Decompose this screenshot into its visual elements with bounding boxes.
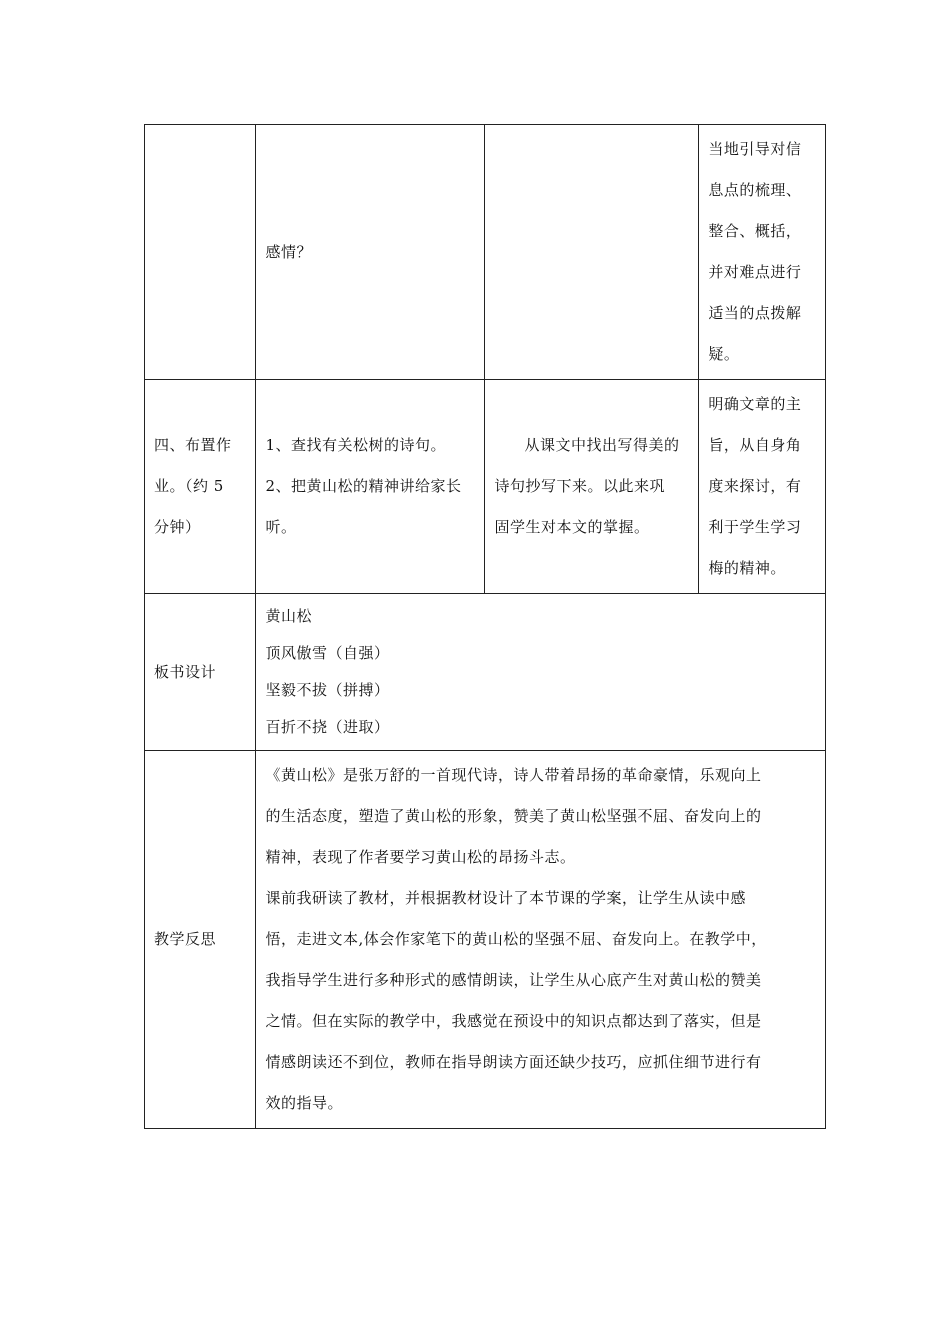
intent-line: 旨，从自身角	[708, 436, 802, 454]
task-line: 1、查找有关松树的诗句。	[265, 436, 447, 454]
teacher-activity-text: 感情？	[265, 242, 312, 261]
board-design-content-cell	[256, 594, 826, 751]
stage-line: 业。（约 5	[154, 477, 224, 495]
board-line: 百折不挠（进取）	[265, 718, 390, 736]
teacher-activity-cell	[256, 380, 485, 594]
reflection-line: 之情。但在实际的教学中，我感觉在预设中的知识点都达到了落实，但是	[265, 1012, 762, 1030]
stage-line: 分钟）	[154, 518, 201, 536]
intent-line: 整合、概括，	[708, 222, 802, 240]
stage-line: 四、布置作	[154, 436, 232, 454]
student-activity-cell	[485, 380, 699, 594]
reflection-row	[145, 751, 826, 1129]
reflection-line: 我指导学生进行多种形式的感情朗读，让学生从心底产生对黄山松的赞美	[265, 971, 762, 989]
task-line: 2、把黄山松的精神讲给家长	[265, 477, 462, 495]
board-line: 顶风傲雪（自强）	[265, 644, 390, 662]
board-design-label-cell	[145, 594, 256, 751]
intent-line: 并对难点进行	[708, 263, 802, 281]
teacher-activity-cell	[256, 125, 485, 380]
continuation-row	[145, 125, 826, 380]
board-design-label: 板书设计	[154, 662, 217, 681]
reflection-label: 教学反思	[154, 930, 217, 948]
student-line: 诗句抄写下来。以此来巩	[494, 477, 665, 495]
stage-cell	[145, 380, 256, 594]
intent-line: 利于学生学习	[708, 518, 802, 536]
reflection-content-cell	[256, 751, 826, 1129]
board-line: 黄山松	[265, 607, 312, 625]
student-line: 固学生对本文的掌握。	[494, 518, 650, 536]
intent-line: 度来探讨，有	[708, 477, 802, 495]
intent-line: 明确文章的主	[708, 395, 802, 413]
board-line: 坚毅不拔（拼搏）	[265, 681, 390, 699]
homework-row	[145, 380, 826, 594]
intent-line: 当地引导对信	[708, 140, 802, 158]
design-intent-cell	[699, 125, 826, 380]
intent-line: 梅的精神。	[708, 559, 786, 577]
board-design-row	[145, 594, 826, 751]
reflection-line: 课前我研读了教材，并根据教材设计了本节课的学案，让学生从读中感	[265, 889, 746, 907]
reflection-line: 《黄山松》是张万舒的一首现代诗，诗人带着昂扬的革命豪情，乐观向上	[265, 766, 762, 784]
student-activity-cell-empty	[485, 125, 699, 380]
student-line: 从课文中找出写得美的	[524, 436, 680, 454]
lesson-plan-table	[144, 124, 826, 1129]
reflection-line: 效的指导。	[265, 1094, 343, 1112]
reflection-line: 情感朗读还不到位，教师在指导朗读方面还缺少技巧，应抓住细节进行有	[265, 1053, 762, 1071]
stage-cell-empty	[145, 125, 256, 380]
task-line: 听。	[265, 518, 297, 536]
intent-line: 疑。	[708, 345, 740, 363]
intent-line: 息点的梳理、	[708, 181, 802, 199]
reflection-line: 精神，表现了作者要学习黄山松的昂扬斗志。	[265, 848, 576, 866]
reflection-label-cell	[145, 751, 256, 1129]
design-intent-cell	[699, 380, 826, 594]
reflection-line: 的生活态度，塑造了黄山松的形象，赞美了黄山松坚强不屈、奋发向上的	[265, 807, 762, 825]
reflection-line: 悟，走进文本,体会作家笔下的黄山松的坚强不屈、奋发向上。在教学中，	[265, 930, 767, 948]
intent-line: 适当的点拨解	[708, 304, 802, 322]
